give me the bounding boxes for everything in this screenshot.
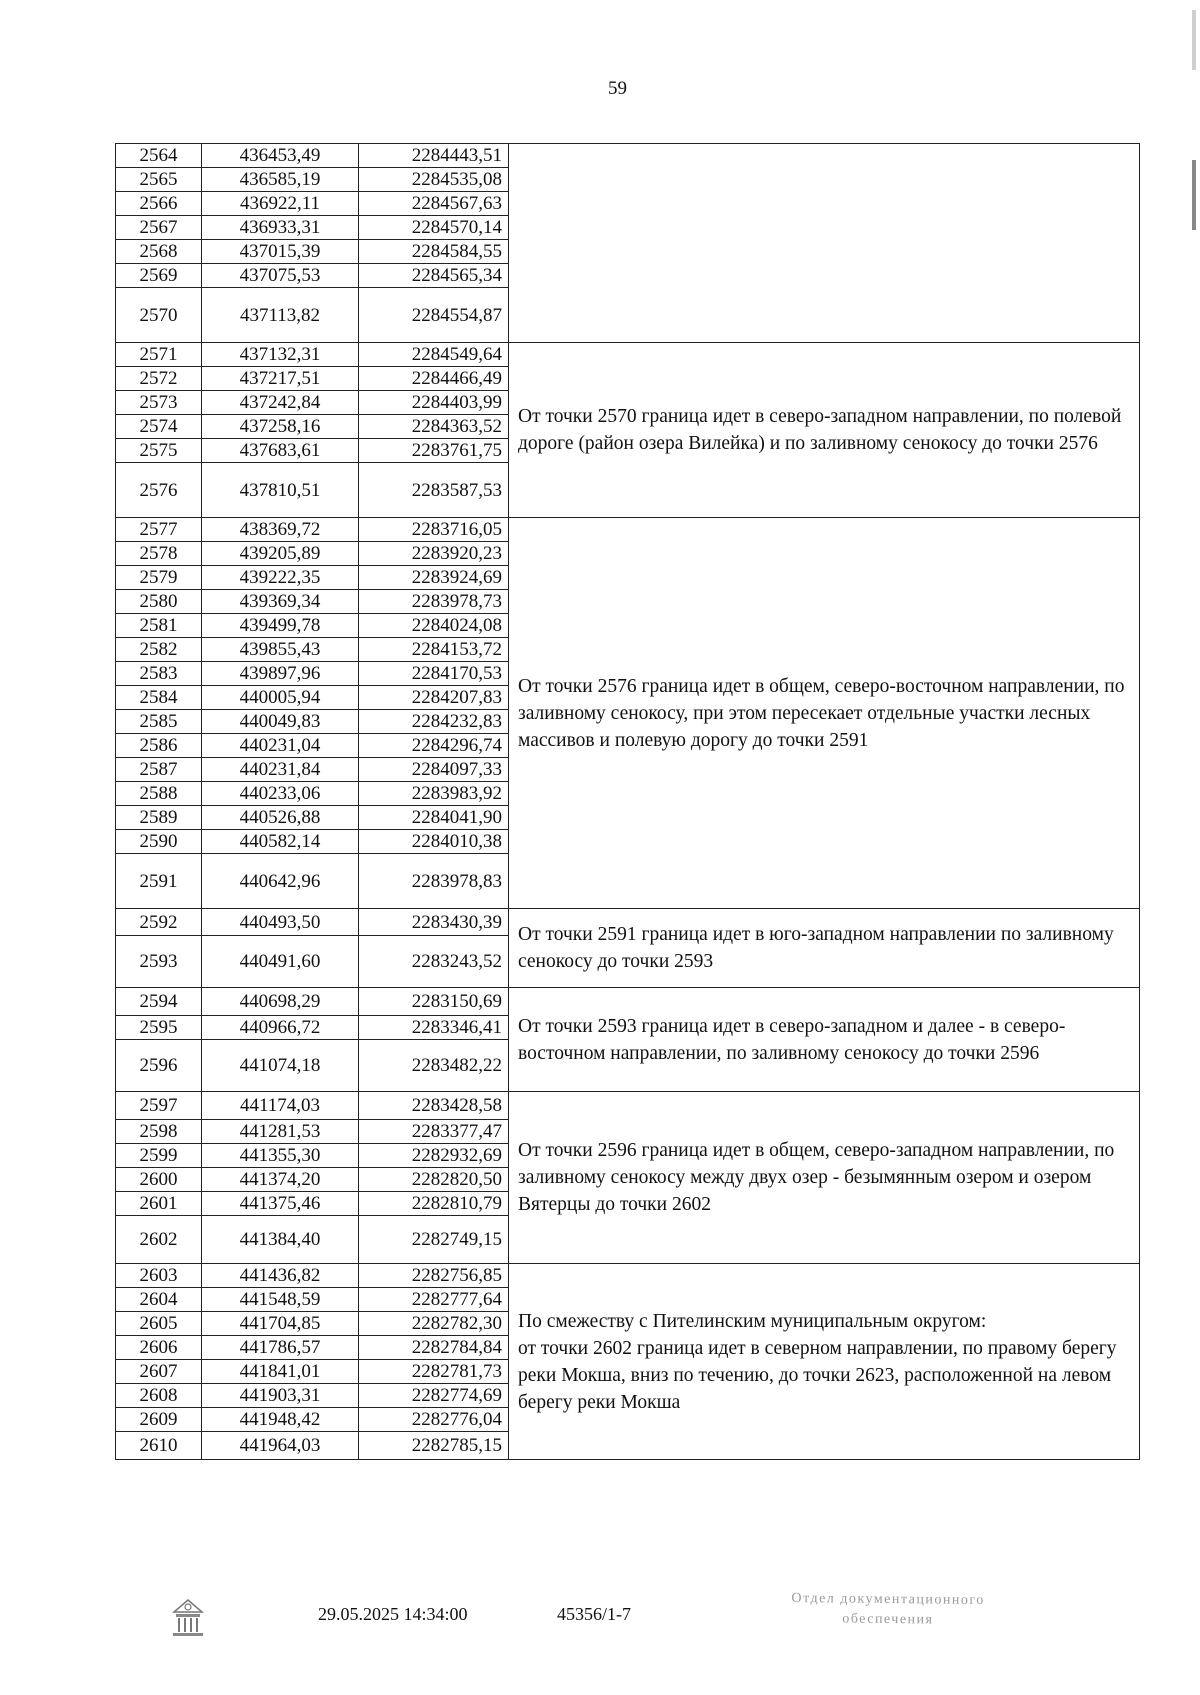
point-number: 2604 (116, 1288, 202, 1312)
x-coordinate: 440231,84 (202, 758, 359, 782)
x-coordinate: 441281,53 (202, 1120, 359, 1144)
y-coordinate: 2284549,64 (359, 343, 509, 367)
x-coordinate: 440231,04 (202, 734, 359, 758)
x-coordinate: 436922,11 (202, 192, 359, 216)
point-number: 2596 (116, 1040, 202, 1092)
point-number: 2593 (116, 936, 202, 988)
x-coordinate: 440582,14 (202, 830, 359, 854)
point-number: 2574 (116, 415, 202, 439)
y-coordinate: 2282781,73 (359, 1360, 509, 1384)
stamp-line-2: обеспечения (842, 1611, 934, 1628)
point-number: 2606 (116, 1336, 202, 1360)
point-number: 2577 (116, 518, 202, 542)
coordinates-table (115, 143, 1140, 1460)
x-coordinate: 441704,85 (202, 1312, 359, 1336)
scan-margin-mark (1192, 160, 1196, 230)
y-coordinate: 2283924,69 (359, 566, 509, 590)
y-coordinate: 2283430,39 (359, 909, 509, 936)
y-coordinate: 2284584,55 (359, 240, 509, 264)
y-coordinate: 2284363,52 (359, 415, 509, 439)
point-number: 2569 (116, 264, 202, 288)
table-row (116, 518, 1140, 542)
y-coordinate: 2283243,52 (359, 936, 509, 988)
x-coordinate: 440526,88 (202, 806, 359, 830)
y-coordinate: 2283978,83 (359, 854, 509, 909)
y-coordinate: 2282784,84 (359, 1336, 509, 1360)
y-coordinate: 2284296,74 (359, 734, 509, 758)
boundary-description: По смежеству с Пителинским муниципальным округом: от точки 2602 граница идет в северном направлении, по правому берегу реки Мокша, вниз по течению, до точки 2623, расположенной на левом берегу реки Мокша (509, 1264, 1140, 1460)
point-number: 2588 (116, 782, 202, 806)
boundary-description: От точки 2593 граница идет в северо-западном и далее - в северо-восточном направлении, по заливному сенокосу до точки 2596 (509, 988, 1140, 1092)
building-emblem-icon (168, 1596, 208, 1640)
point-number: 2572 (116, 367, 202, 391)
point-number: 2571 (116, 343, 202, 367)
point-number: 2566 (116, 192, 202, 216)
y-coordinate: 2283978,73 (359, 590, 509, 614)
y-coordinate: 2283920,23 (359, 542, 509, 566)
x-coordinate: 441964,03 (202, 1432, 359, 1460)
point-number: 2598 (116, 1120, 202, 1144)
x-coordinate: 436453,49 (202, 144, 359, 168)
x-coordinate: 441948,42 (202, 1408, 359, 1432)
x-coordinate: 439897,96 (202, 662, 359, 686)
x-coordinate: 441375,46 (202, 1192, 359, 1216)
footer-datetime: 29.05.2025 14:34:00 (318, 1604, 468, 1624)
stamp-line-1: Отдел документационного (791, 1590, 985, 1609)
y-coordinate: 2284024,08 (359, 614, 509, 638)
y-coordinate: 2284207,83 (359, 686, 509, 710)
x-coordinate: 440698,29 (202, 988, 359, 1016)
point-number: 2573 (116, 391, 202, 415)
y-coordinate: 2282782,30 (359, 1312, 509, 1336)
x-coordinate: 437242,84 (202, 391, 359, 415)
y-coordinate: 2283716,05 (359, 518, 509, 542)
y-coordinate: 2284403,99 (359, 391, 509, 415)
y-coordinate: 2284443,51 (359, 144, 509, 168)
y-coordinate: 2282820,50 (359, 1168, 509, 1192)
y-coordinate: 2284153,72 (359, 638, 509, 662)
x-coordinate: 439205,89 (202, 542, 359, 566)
point-number: 2594 (116, 988, 202, 1016)
x-coordinate: 440233,06 (202, 782, 359, 806)
point-number: 2581 (116, 614, 202, 638)
x-coordinate: 437258,16 (202, 415, 359, 439)
y-coordinate: 2284041,90 (359, 806, 509, 830)
x-coordinate: 437113,82 (202, 288, 359, 343)
y-coordinate: 2284010,38 (359, 830, 509, 854)
point-number: 2592 (116, 909, 202, 936)
footer-doc-id: 45356/1-7 (557, 1604, 631, 1624)
x-coordinate: 437132,31 (202, 343, 359, 367)
point-number: 2584 (116, 686, 202, 710)
point-number: 2575 (116, 439, 202, 463)
point-number: 2578 (116, 542, 202, 566)
y-coordinate: 2283761,75 (359, 439, 509, 463)
point-number: 2585 (116, 710, 202, 734)
x-coordinate: 441074,18 (202, 1040, 359, 1092)
y-coordinate: 2282810,79 (359, 1192, 509, 1216)
y-coordinate: 2284466,49 (359, 367, 509, 391)
point-number: 2597 (116, 1092, 202, 1120)
x-coordinate: 439855,43 (202, 638, 359, 662)
y-coordinate: 2283587,53 (359, 463, 509, 518)
department-stamp (738, 1588, 1038, 1631)
point-number: 2587 (116, 758, 202, 782)
y-coordinate: 2284232,83 (359, 710, 509, 734)
point-number: 2607 (116, 1360, 202, 1384)
point-number: 2564 (116, 144, 202, 168)
table-row (116, 1264, 1140, 1288)
table-row (116, 144, 1140, 168)
y-coordinate: 2284565,34 (359, 264, 509, 288)
point-number: 2580 (116, 590, 202, 614)
scan-margin-mark (1192, 10, 1196, 70)
boundary-description: От точки 2570 граница идет в северо-западном направлении, по полевой дороге (район озера Вилейка) и по заливному сенокосу до точки 2576 (509, 343, 1140, 518)
y-coordinate: 2284570,14 (359, 216, 509, 240)
x-coordinate: 437810,51 (202, 463, 359, 518)
x-coordinate: 440049,83 (202, 710, 359, 734)
point-number: 2583 (116, 662, 202, 686)
point-number: 2602 (116, 1216, 202, 1264)
x-coordinate: 441174,03 (202, 1092, 359, 1120)
x-coordinate: 440966,72 (202, 1016, 359, 1040)
point-number: 2610 (116, 1432, 202, 1460)
y-coordinate: 2283428,58 (359, 1092, 509, 1120)
y-coordinate: 2282777,64 (359, 1288, 509, 1312)
y-coordinate: 2282749,15 (359, 1216, 509, 1264)
point-number: 2605 (116, 1312, 202, 1336)
y-coordinate: 2284170,53 (359, 662, 509, 686)
y-coordinate: 2283377,47 (359, 1120, 509, 1144)
boundary-description: От точки 2576 граница идет в общем, северо-восточном направлении, по заливному сенокосу, при этом пересекает отдельные участки лесных массивов и полевую дорогу до точки 2591 (509, 518, 1140, 909)
y-coordinate: 2282785,15 (359, 1432, 509, 1460)
boundary-description: От точки 2591 граница идет в юго-западном направлении по заливному сенокосу до точки 2593 (509, 909, 1140, 988)
y-coordinate: 2284554,87 (359, 288, 509, 343)
point-number: 2590 (116, 830, 202, 854)
y-coordinate: 2284567,63 (359, 192, 509, 216)
boundary-description: От точки 2596 граница идет в общем, северо-западном направлении, по заливному сенокосу между двух озер - безымянным озером и озером Вятерцы до точки 2602 (509, 1092, 1140, 1264)
page-number: 59 (608, 78, 627, 99)
x-coordinate: 437683,61 (202, 439, 359, 463)
x-coordinate: 441374,20 (202, 1168, 359, 1192)
y-coordinate: 2284097,33 (359, 758, 509, 782)
y-coordinate: 2282776,04 (359, 1408, 509, 1432)
point-number: 2600 (116, 1168, 202, 1192)
x-coordinate: 436585,19 (202, 168, 359, 192)
point-number: 2586 (116, 734, 202, 758)
point-number: 2568 (116, 240, 202, 264)
y-coordinate: 2282756,85 (359, 1264, 509, 1288)
x-coordinate: 440642,96 (202, 854, 359, 909)
point-number: 2579 (116, 566, 202, 590)
x-coordinate: 439222,35 (202, 566, 359, 590)
x-coordinate: 440493,50 (202, 909, 359, 936)
x-coordinate: 441841,01 (202, 1360, 359, 1384)
x-coordinate: 437217,51 (202, 367, 359, 391)
point-number: 2589 (116, 806, 202, 830)
x-coordinate: 439369,34 (202, 590, 359, 614)
point-number: 2576 (116, 463, 202, 518)
table-row (116, 909, 1140, 936)
y-coordinate: 2283150,69 (359, 988, 509, 1016)
x-coordinate: 441786,57 (202, 1336, 359, 1360)
table-row (116, 343, 1140, 367)
point-number: 2582 (116, 638, 202, 662)
point-number: 2565 (116, 168, 202, 192)
point-number: 2591 (116, 854, 202, 909)
table-row (116, 988, 1140, 1016)
x-coordinate: 441548,59 (202, 1288, 359, 1312)
x-coordinate: 440005,94 (202, 686, 359, 710)
y-coordinate: 2283482,22 (359, 1040, 509, 1092)
x-coordinate: 437075,53 (202, 264, 359, 288)
y-coordinate: 2283983,92 (359, 782, 509, 806)
point-number: 2608 (116, 1384, 202, 1408)
boundary-description (509, 144, 1140, 343)
point-number: 2599 (116, 1144, 202, 1168)
point-number: 2601 (116, 1192, 202, 1216)
point-number: 2603 (116, 1264, 202, 1288)
x-coordinate: 440491,60 (202, 936, 359, 988)
x-coordinate: 441903,31 (202, 1384, 359, 1408)
point-number: 2609 (116, 1408, 202, 1432)
x-coordinate: 441355,30 (202, 1144, 359, 1168)
x-coordinate: 438369,72 (202, 518, 359, 542)
point-number: 2570 (116, 288, 202, 343)
x-coordinate: 441384,40 (202, 1216, 359, 1264)
x-coordinate: 436933,31 (202, 216, 359, 240)
point-number: 2567 (116, 216, 202, 240)
x-coordinate: 441436,82 (202, 1264, 359, 1288)
x-coordinate: 439499,78 (202, 614, 359, 638)
y-coordinate: 2283346,41 (359, 1016, 509, 1040)
y-coordinate: 2282932,69 (359, 1144, 509, 1168)
y-coordinate: 2284535,08 (359, 168, 509, 192)
x-coordinate: 437015,39 (202, 240, 359, 264)
table-row (116, 1092, 1140, 1120)
point-number: 2595 (116, 1016, 202, 1040)
y-coordinate: 2282774,69 (359, 1384, 509, 1408)
